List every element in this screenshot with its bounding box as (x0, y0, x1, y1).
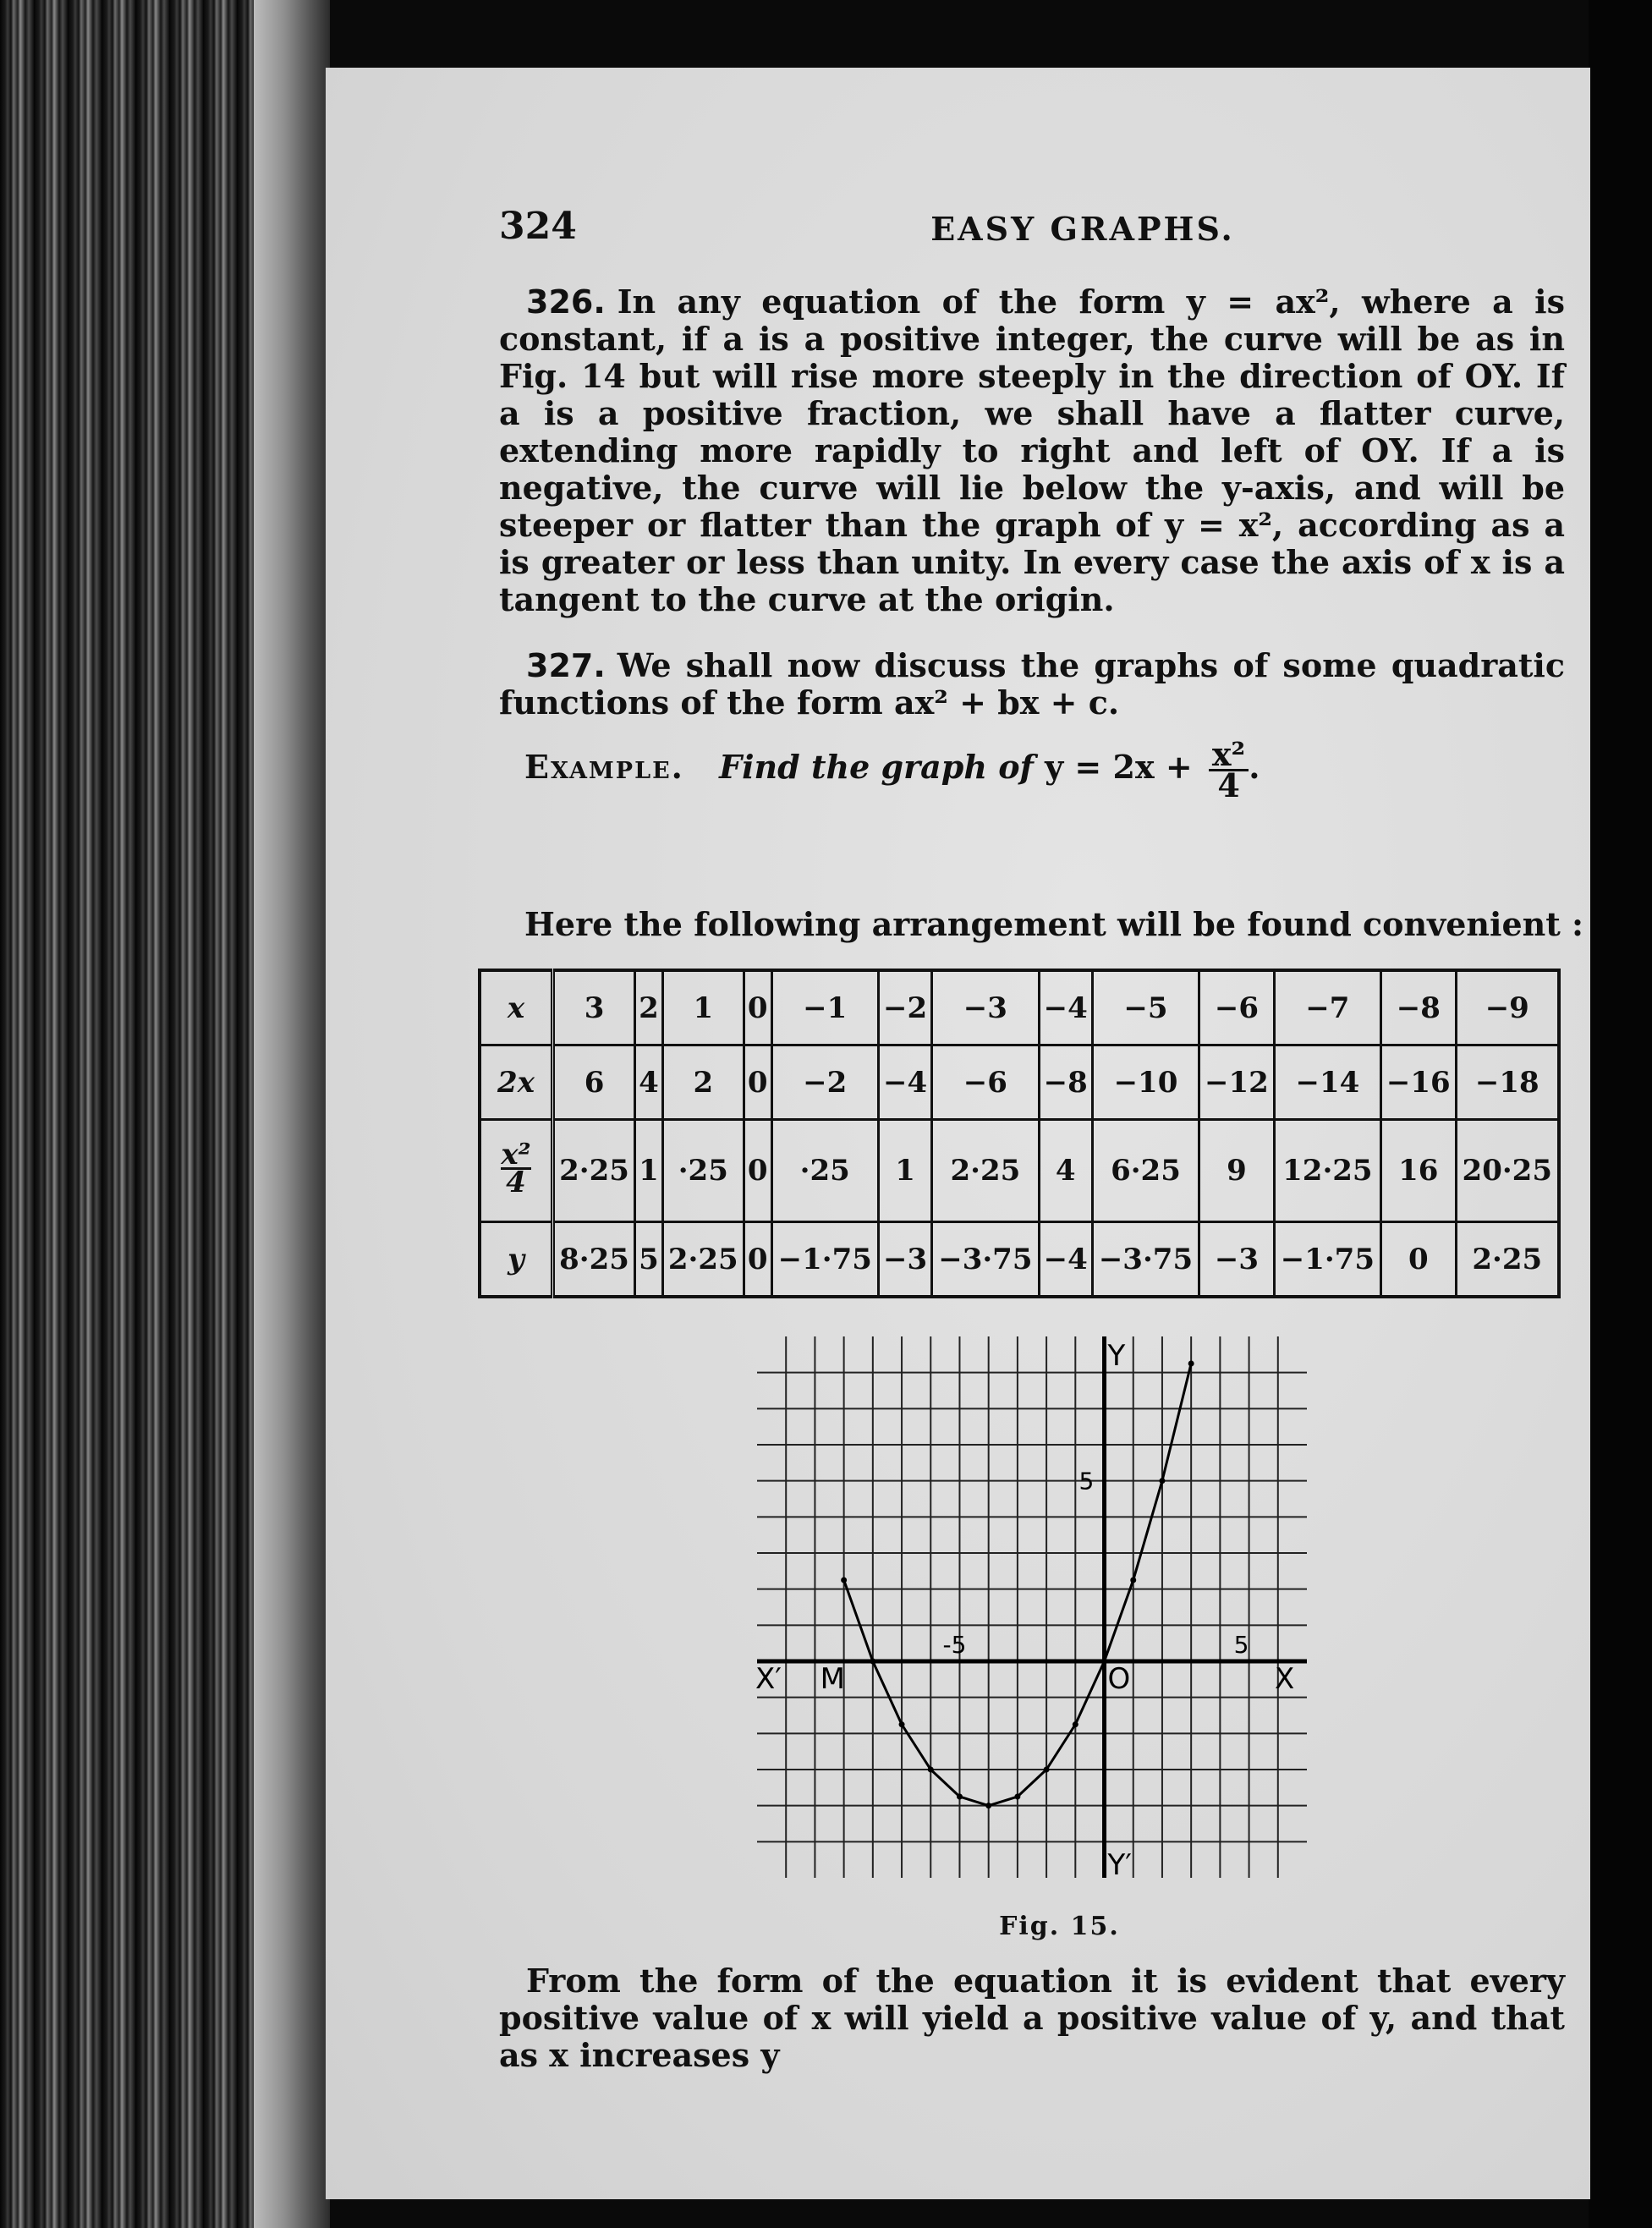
table-cell: 16 (1381, 1120, 1456, 1222)
table-cell: 0 (744, 1045, 771, 1120)
paragraph-number: 327. (526, 647, 606, 684)
values-table (478, 969, 1561, 1298)
table-cell: 1 (635, 1120, 663, 1222)
equation-lhs: y = 2x + (1045, 748, 1193, 786)
table-cell: −12 (1199, 1045, 1274, 1120)
table-cell: 0 (744, 1222, 771, 1298)
table-cell: 6·25 (1092, 1120, 1199, 1222)
y-axis-label-top: Y (1107, 1339, 1126, 1373)
data-point (870, 1659, 875, 1665)
book-page (326, 68, 1590, 2199)
fraction-numerator: x² (501, 1138, 531, 1172)
table-cell: −10 (1092, 1045, 1199, 1120)
x-tick-label: 5 (1233, 1631, 1249, 1659)
origin-label: O (1107, 1662, 1131, 1696)
fraction-denominator: 4 (506, 1166, 526, 1199)
table-cell: 0 (744, 1120, 771, 1222)
table-cell: −18 (1456, 1045, 1559, 1120)
table-cell: −6 (932, 1045, 1039, 1120)
table-cell: 2 (635, 970, 663, 1045)
table-cell: −16 (1381, 1045, 1456, 1120)
table-cell: −3 (878, 1222, 931, 1298)
data-point (1044, 1767, 1050, 1773)
row-label-fraction (501, 1138, 531, 1199)
table-cell: 12·25 (1274, 1120, 1380, 1222)
table-cell: 9 (1199, 1120, 1274, 1222)
x-axis-label-right: X (1275, 1662, 1295, 1696)
paragraph-text: From the form of the equation it is evident that every positive value of x will yield a positive value of y, and that as x increases y (499, 1962, 1565, 2074)
book-spine-edge (0, 0, 330, 2228)
paragraph-text: We shall now discuss the graphs of some quadratic functions of the form ax² + bx + c. (499, 646, 1565, 722)
scan-border (1589, 0, 1652, 2228)
point-m-label: M (820, 1662, 845, 1696)
page-header (499, 205, 1565, 255)
table-cell: −9 (1456, 970, 1559, 1045)
row-label (480, 1120, 553, 1222)
table-cell: −4 (1039, 1222, 1092, 1298)
table-cell: 6 (553, 1045, 635, 1120)
data-point (841, 1578, 847, 1583)
equation-fraction (1209, 735, 1249, 804)
table-cell: −14 (1274, 1045, 1380, 1120)
table-cell: −4 (1039, 970, 1092, 1045)
fraction-numerator: x² (1209, 740, 1249, 771)
paragraph-continuation (499, 1962, 1565, 2074)
table-intro: Here the following arrangement will be found convenient : (524, 905, 1584, 943)
table-cell: ·25 (771, 1120, 878, 1222)
table-cell: 2·25 (553, 1120, 635, 1222)
table-cell: 1 (878, 1120, 931, 1222)
table-cell: −1·75 (771, 1222, 878, 1298)
table-cell: −5 (1092, 970, 1199, 1045)
data-point (899, 1721, 905, 1727)
table-cell: −3·75 (932, 1222, 1039, 1298)
data-point (1130, 1578, 1136, 1583)
figure-caption: Fig. 15. (999, 1912, 1120, 1941)
table-cell: 2·25 (932, 1120, 1039, 1222)
example-label: Example. (524, 748, 684, 786)
data-point (1101, 1659, 1107, 1665)
table-cell: −3 (932, 970, 1039, 1045)
running-head: EASY GRAPHS. (930, 210, 1235, 248)
table-cell: −2 (771, 1045, 878, 1120)
table-cell: −4 (878, 1045, 931, 1120)
data-point (1014, 1794, 1020, 1800)
table-cell: 2 (662, 1045, 744, 1120)
table-cell: ·25 (662, 1120, 744, 1222)
table-row (480, 1045, 1559, 1120)
table-cell: 2·25 (662, 1222, 744, 1298)
table-cell: −6 (1199, 970, 1274, 1045)
table-cell: 4 (635, 1045, 663, 1120)
table-cell: −8 (1039, 1045, 1092, 1120)
table-cell: −3·75 (1092, 1222, 1199, 1298)
table-row (480, 1120, 1559, 1222)
table-cell: −8 (1381, 970, 1456, 1045)
x-axis-label-left: X′ (755, 1662, 782, 1696)
row-label: 2x (480, 1045, 553, 1120)
table-cell: −1 (771, 970, 878, 1045)
table-cell: 0 (744, 970, 771, 1045)
y-tick-label: 5 (1078, 1467, 1095, 1495)
data-point (957, 1794, 963, 1800)
table-cell: −2 (878, 970, 931, 1045)
fraction-denominator: 4 (1217, 766, 1240, 804)
table-cell: −1·75 (1274, 1222, 1380, 1298)
table-row (480, 1222, 1559, 1298)
table-cell: 1 (662, 970, 744, 1045)
data-point (1159, 1478, 1165, 1484)
x-tick-label: -5 (942, 1631, 967, 1659)
row-label: y (480, 1222, 553, 1298)
y-axis-label-bottom: Y′ (1107, 1848, 1133, 1882)
example-instruction: Find the graph of (719, 748, 1034, 786)
table-cell: 20·25 (1456, 1120, 1559, 1222)
row-label: x (480, 970, 553, 1045)
table-cell: 3 (553, 970, 635, 1045)
data-point (928, 1767, 934, 1773)
data-point (985, 1803, 991, 1808)
table-cell: 8·25 (553, 1222, 635, 1298)
table-cell: 4 (1039, 1120, 1092, 1222)
parabola-graph (723, 1320, 1332, 1903)
data-point (1073, 1721, 1078, 1727)
table-cell: 5 (635, 1222, 663, 1298)
table-cell: −7 (1274, 970, 1380, 1045)
paragraph-text: In any equation of the form y = ax², where a is constant, if a is a positive integer, the curve will be as in Fig. 14 but will rise more steeply in the direction of OY. If a is a positive fraction, we shall have a flatter curve, extending more rapidly to right and left of OY. If a is negative, the curve will lie below the y-axis, and will be steeper or flatter than the graph of y = x², according as a is greater or less than unity. In every case the axis of x is a tangent to the curve at the origin. (499, 283, 1565, 618)
table-row (480, 970, 1559, 1045)
paragraph-number: 326. (526, 283, 606, 321)
paragraph-327 (499, 647, 1565, 722)
data-point (1188, 1361, 1194, 1367)
table-cell: 2·25 (1456, 1222, 1559, 1298)
equation-period: . (1249, 748, 1260, 786)
table-cell: −3 (1199, 1222, 1274, 1298)
paragraph-326 (499, 283, 1565, 618)
example-line (524, 735, 1539, 804)
page-number: 324 (499, 205, 577, 248)
table-cell: 0 (1381, 1222, 1456, 1298)
